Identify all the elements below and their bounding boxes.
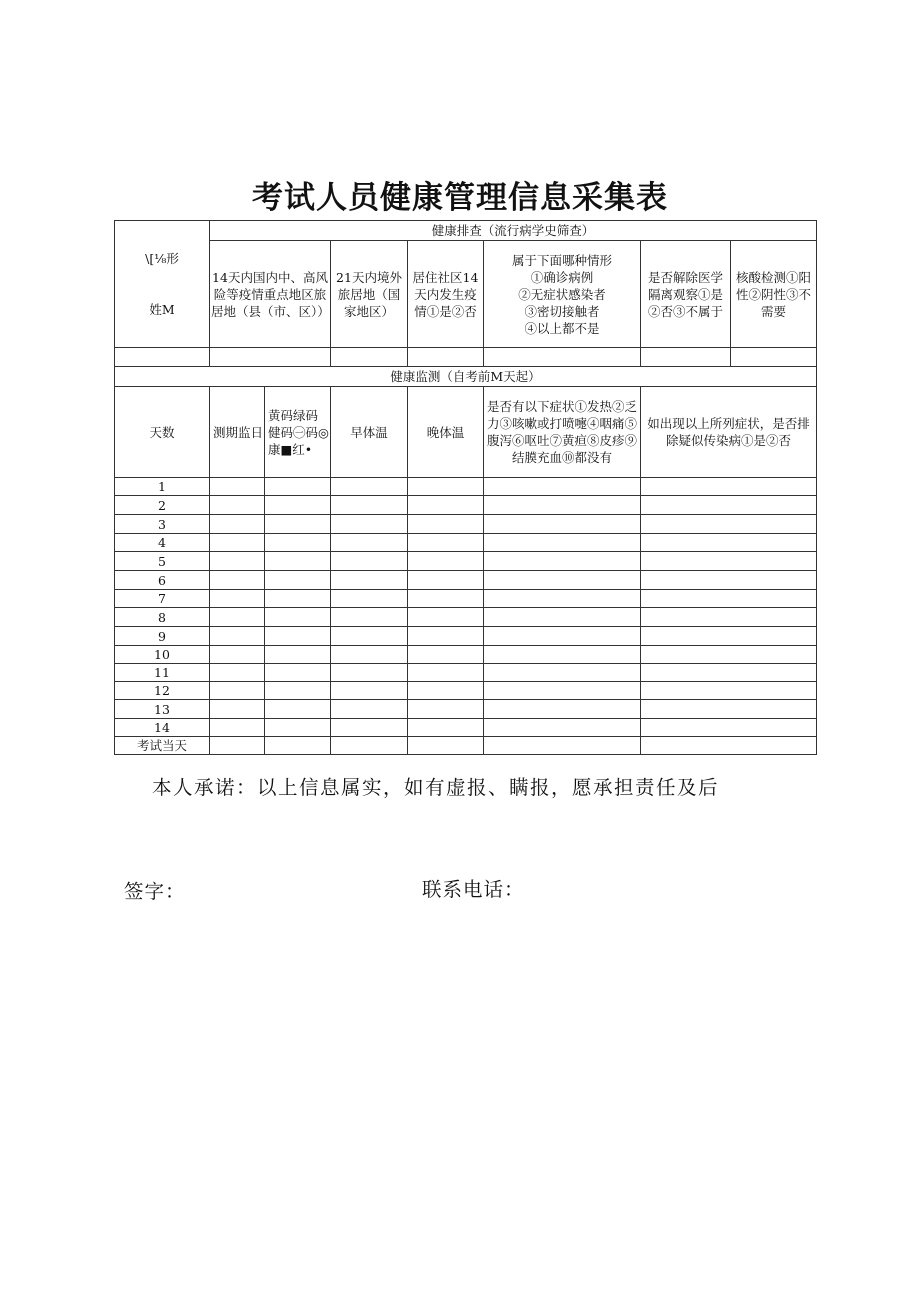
page-title: 考试人员健康管理信息采集表 — [252, 180, 668, 216]
morning-input-cell[interactable] — [331, 496, 408, 515]
day-label: 8 — [115, 608, 210, 627]
exclude-input-cell[interactable] — [641, 682, 817, 700]
table-row — [115, 664, 817, 682]
date-input-cell[interactable] — [210, 515, 265, 534]
symptoms-input-cell[interactable] — [484, 534, 641, 552]
day-label: 14 — [115, 719, 210, 737]
col-symptoms: 是否有以下症状①发热②乏力③咳嗽或打喷嚏④咽痛⑤腹泻⑥呕吐⑦黄疸⑧皮疹⑨结膜充血⑩都没有 — [484, 387, 641, 478]
date-input-cell[interactable] — [210, 719, 265, 737]
exclude-input-cell[interactable] — [641, 590, 817, 608]
morning-input-cell[interactable] — [331, 552, 408, 571]
evening-input-cell[interactable] — [408, 515, 484, 534]
signature-label: 签字： — [124, 880, 186, 903]
day-label: 3 — [115, 515, 210, 534]
date-input-cell[interactable] — [210, 627, 265, 646]
screening-col-domestic: 14天内国内中、高风险等疫情重点地区旅居地（县（市、区）） — [210, 241, 331, 348]
col-exclude-infection: 如出现以上所列症状，是否排除疑似传染病①是②否 — [641, 387, 817, 478]
exclude-input-cell[interactable] — [641, 664, 817, 682]
info-collection-table — [114, 220, 817, 755]
code-input-cell[interactable] — [265, 590, 331, 608]
symptoms-input-cell[interactable] — [484, 571, 641, 590]
phone-label: 联系电话： — [422, 878, 525, 901]
symptoms-input-cell[interactable] — [484, 496, 641, 515]
symptoms-input-cell[interactable] — [484, 737, 641, 755]
code-input-cell[interactable] — [265, 534, 331, 552]
corner-cell — [115, 221, 210, 348]
morning-input-cell[interactable] — [331, 682, 408, 700]
table-row — [115, 646, 817, 664]
morning-input-cell[interactable] — [331, 515, 408, 534]
evening-input-cell[interactable] — [408, 627, 484, 646]
screening-col-abroad: 21天内境外旅居地（国家地区） — [331, 241, 408, 348]
code-input-cell[interactable] — [265, 700, 331, 719]
code-input-cell[interactable] — [265, 496, 331, 515]
promise-statement: 本人承诺：以上信息属实，如有虚报、瞒报，愿承担责任及后 — [152, 776, 720, 799]
day-rows — [115, 478, 817, 755]
symptoms-input-cell[interactable] — [484, 627, 641, 646]
date-input-cell[interactable] — [210, 608, 265, 627]
exclude-input-cell[interactable] — [641, 646, 817, 664]
table-row — [115, 534, 817, 552]
quarantine-input-cell[interactable] — [641, 348, 731, 367]
table-row — [115, 478, 817, 496]
evening-input-cell[interactable] — [408, 719, 484, 737]
morning-input-cell[interactable] — [331, 608, 408, 627]
date-input-cell[interactable] — [210, 496, 265, 515]
date-input-cell[interactable] — [210, 664, 265, 682]
morning-input-cell[interactable] — [331, 627, 408, 646]
exclude-input-cell[interactable] — [641, 515, 817, 534]
evening-input-cell[interactable] — [408, 496, 484, 515]
exclude-input-cell[interactable] — [641, 571, 817, 590]
table-row — [115, 608, 817, 627]
symptoms-input-cell[interactable] — [484, 719, 641, 737]
table-row — [115, 571, 817, 590]
col-evening-temp: 晚体温 — [408, 387, 484, 478]
domestic-input-cell[interactable] — [210, 348, 331, 367]
symptoms-input-cell[interactable] — [484, 590, 641, 608]
symptoms-input-cell[interactable] — [484, 682, 641, 700]
date-input-cell[interactable] — [210, 646, 265, 664]
monitoring-title: 健康监测（自考前M天起） — [115, 367, 817, 387]
exclude-input-cell[interactable] — [641, 534, 817, 552]
table-row — [115, 515, 817, 534]
exclude-input-cell[interactable] — [641, 478, 817, 496]
day-label: 11 — [115, 664, 210, 682]
symptoms-input-cell[interactable] — [484, 552, 641, 571]
corner-label: \[⅛形 — [145, 251, 179, 266]
exclude-input-cell[interactable] — [641, 737, 817, 755]
code-input-cell[interactable] — [265, 627, 331, 646]
evening-input-cell[interactable] — [408, 646, 484, 664]
code-input-cell[interactable] — [265, 719, 331, 737]
table-row — [115, 700, 817, 719]
evening-input-cell[interactable] — [408, 590, 484, 608]
code-input-cell[interactable] — [265, 664, 331, 682]
name-input-cell[interactable] — [115, 348, 210, 367]
morning-input-cell[interactable] — [331, 571, 408, 590]
table-row — [115, 719, 817, 737]
day-label: 1 — [115, 478, 210, 496]
code-input-cell[interactable] — [265, 552, 331, 571]
symptoms-input-cell[interactable] — [484, 608, 641, 627]
symptoms-input-cell[interactable] — [484, 646, 641, 664]
exclude-input-cell[interactable] — [641, 496, 817, 515]
date-input-cell[interactable] — [210, 590, 265, 608]
symptoms-input-cell[interactable] — [484, 478, 641, 496]
day-label: 10 — [115, 646, 210, 664]
code-input-cell[interactable] — [265, 682, 331, 700]
screening-col-situation: 属于下面哪种情形 ①确诊病例 ②无症状感染者 ③密切接触者 ④以上都不是 — [484, 241, 641, 348]
code-input-cell[interactable] — [265, 737, 331, 755]
screening-col-nucleic: 核酸检测①阳性②阴性③不需要 — [731, 241, 817, 348]
code-input-cell[interactable] — [265, 571, 331, 590]
evening-input-cell[interactable] — [408, 608, 484, 627]
morning-input-cell[interactable] — [331, 646, 408, 664]
community-input-cell[interactable] — [408, 348, 484, 367]
day-label: 考试当天 — [115, 737, 210, 755]
code-input-cell[interactable] — [265, 478, 331, 496]
screening-input-row — [115, 348, 817, 367]
name-label: 姓M — [149, 302, 175, 317]
date-input-cell[interactable] — [210, 571, 265, 590]
date-input-cell[interactable] — [210, 682, 265, 700]
table-row — [115, 552, 817, 571]
date-input-cell[interactable] — [210, 478, 265, 496]
nucleic-input-cell[interactable] — [731, 348, 817, 367]
exclude-input-cell[interactable] — [641, 627, 817, 646]
col-morning-temp: 早体温 — [331, 387, 408, 478]
screening-title: 健康排查（流行病学史筛查） — [210, 221, 817, 241]
symptoms-input-cell[interactable] — [484, 664, 641, 682]
exclude-input-cell[interactable] — [641, 552, 817, 571]
exclude-input-cell[interactable] — [641, 719, 817, 737]
code-input-cell[interactable] — [265, 646, 331, 664]
exclude-input-cell[interactable] — [641, 608, 817, 627]
table-row — [115, 590, 817, 608]
table-row — [115, 496, 817, 515]
screening-col-community: 居住社区14天内发生疫情①是②否 — [408, 241, 484, 348]
abroad-input-cell[interactable] — [331, 348, 408, 367]
screening-col-quarantine: 是否解除医学隔离观察①是②否③不属于 — [641, 241, 731, 348]
symptoms-input-cell[interactable] — [484, 700, 641, 719]
table-row — [115, 627, 817, 646]
day-label: 6 — [115, 571, 210, 590]
evening-input-cell[interactable] — [408, 552, 484, 571]
day-label: 12 — [115, 682, 210, 700]
col-date: 测期监日 — [210, 387, 265, 478]
morning-input-cell[interactable] — [331, 719, 408, 737]
morning-input-cell[interactable] — [331, 664, 408, 682]
evening-input-cell[interactable] — [408, 478, 484, 496]
evening-input-cell[interactable] — [408, 664, 484, 682]
table-row — [115, 682, 817, 700]
date-input-cell[interactable] — [210, 737, 265, 755]
exclude-input-cell[interactable] — [641, 700, 817, 719]
day-label: 4 — [115, 534, 210, 552]
morning-input-cell[interactable] — [331, 534, 408, 552]
date-input-cell[interactable] — [210, 534, 265, 552]
code-input-cell[interactable] — [265, 515, 331, 534]
symptoms-input-cell[interactable] — [484, 515, 641, 534]
day-label: 2 — [115, 496, 210, 515]
situation-input-cell[interactable] — [484, 348, 641, 367]
col-days: 天数 — [115, 387, 210, 478]
col-health-code: 黄码绿码健码㊀码◎康■红• — [265, 387, 331, 478]
code-input-cell[interactable] — [265, 608, 331, 627]
day-label: 5 — [115, 552, 210, 571]
table-row — [115, 737, 817, 755]
day-label: 7 — [115, 590, 210, 608]
date-input-cell[interactable] — [210, 552, 265, 571]
evening-input-cell[interactable] — [408, 534, 484, 552]
date-input-cell[interactable] — [210, 700, 265, 719]
morning-input-cell[interactable] — [331, 737, 408, 755]
evening-input-cell[interactable] — [408, 682, 484, 700]
evening-input-cell[interactable] — [408, 700, 484, 719]
morning-input-cell[interactable] — [331, 478, 408, 496]
morning-input-cell[interactable] — [331, 590, 408, 608]
morning-input-cell[interactable] — [331, 700, 408, 719]
evening-input-cell[interactable] — [408, 571, 484, 590]
day-label: 13 — [115, 700, 210, 719]
evening-input-cell[interactable] — [408, 737, 484, 755]
day-label: 9 — [115, 627, 210, 646]
